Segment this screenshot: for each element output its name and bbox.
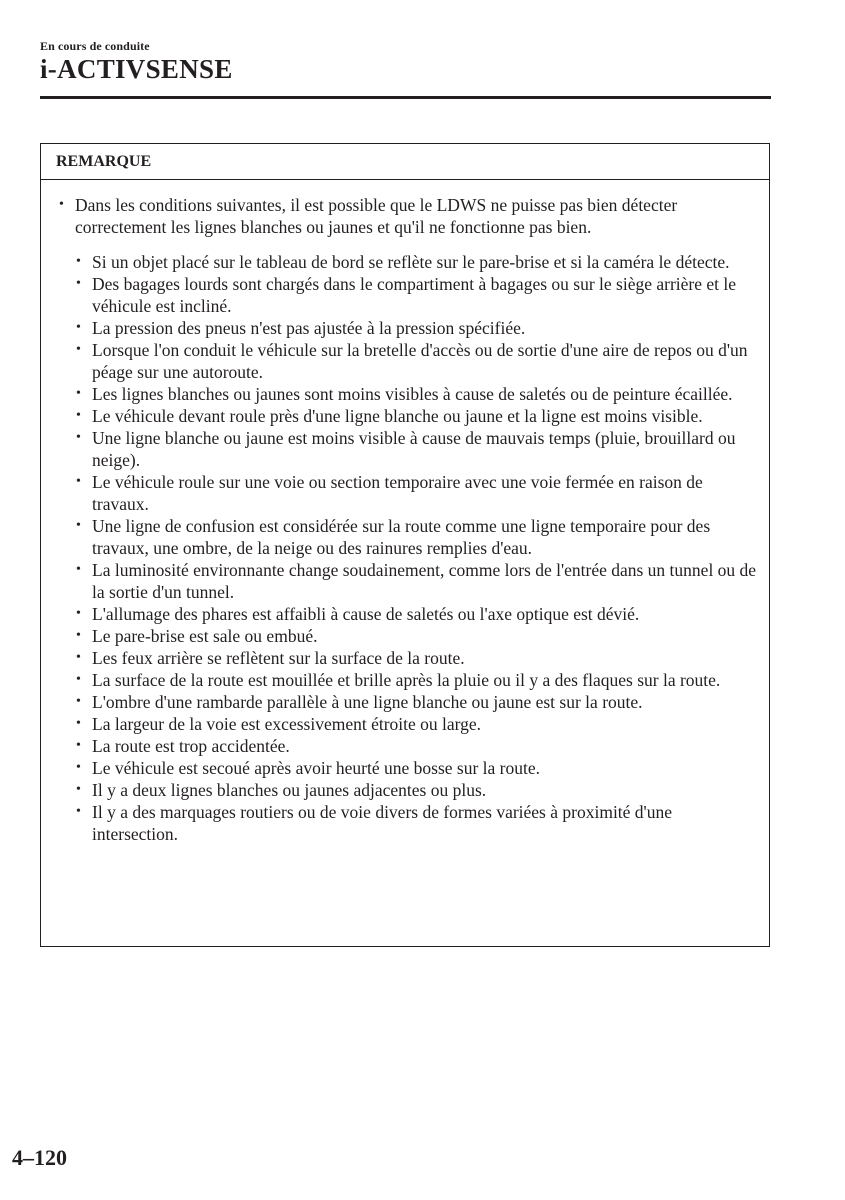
list-item [41, 691, 769, 713]
list-item-text: Une ligne de confusion est considérée sur la route comme une ligne temporaire pour des travaux, une ombre, de la neige ou des rainures remplies d'eau. [92, 516, 711, 558]
bullet-icon: • [76, 408, 81, 423]
list-item-text: La pression des pneus n'est pas ajustée à la pression spécifiée. [92, 318, 526, 338]
list-item [41, 757, 769, 779]
bullet-icon: • [76, 650, 81, 665]
bullet-icon: • [76, 628, 81, 643]
list-item-text: Il y a des marquages routiers ou de voie divers de formes variées à proximité d'une intersection. [92, 802, 672, 844]
list-item-text: La route est trop accidentée. [92, 736, 290, 756]
list-item-text: La largeur de la voie est excessivement étroite ou large. [92, 714, 482, 734]
list-item [41, 427, 769, 471]
page-title: i-ACTIVSENSE [40, 54, 233, 84]
list-item-text: Lorsque l'on conduit le véhicule sur la bretelle d'accès ou de sortie d'une aire de repos ou d'un péage sur une autoroute. [92, 340, 748, 382]
list-item [41, 273, 769, 317]
list-item [41, 779, 769, 801]
list-item-text: Le véhicule roule sur une voie ou section temporaire avec une voie fermée en raison de travaux. [92, 472, 703, 514]
bullet-icon: • [76, 430, 81, 445]
list-item [41, 625, 769, 647]
bullet-icon: • [76, 716, 81, 731]
remark-box [40, 143, 770, 947]
bullet-icon: • [76, 342, 81, 357]
bullet-icon: • [76, 474, 81, 489]
list-item [41, 471, 769, 515]
list-item-text: La luminosité environnante change soudainement, comme lors de l'entrée dans un tunnel ou de la sortie d'un tunnel. [92, 560, 757, 602]
list-item-text: Les feux arrière se reflètent sur la surface de la route. [92, 648, 465, 668]
list-item-text: Le pare-brise est sale ou embué. [92, 626, 318, 646]
bullet-icon: • [76, 694, 81, 709]
bullet-icon: • [76, 672, 81, 687]
bullet-icon: • [76, 804, 81, 819]
remark-heading: REMARQUE [41, 144, 769, 180]
section-label: En cours de conduite [40, 39, 150, 53]
list-item-text: Une ligne blanche ou jaune est moins visible à cause de mauvais temps (pluie, brouillard ou neige). [92, 428, 736, 470]
list-item [41, 801, 769, 845]
bullet-icon: • [76, 782, 81, 797]
condition-list [41, 251, 769, 845]
list-item-text: Le véhicule est secoué après avoir heurté une bosse sur la route. [92, 758, 541, 778]
bullet-icon: • [76, 386, 81, 401]
list-item [41, 647, 769, 669]
list-item [41, 339, 769, 383]
list-item-text: La surface de la route est mouillée et brille après la pluie ou il y a des flaques sur la route. [92, 670, 721, 690]
bullet-icon: • [76, 254, 81, 269]
page-number: 4–120 [12, 1145, 67, 1170]
list-item-text: Le véhicule devant roule près d'une ligne blanche ou jaune et la ligne est moins visible. [92, 406, 703, 426]
list-item-text: L'allumage des phares est affaibli à cause de saletés ou l'axe optique est dévié. [92, 604, 640, 624]
bullet-icon: • [76, 276, 81, 291]
list-item [41, 405, 769, 427]
list-item [41, 559, 769, 603]
list-item [41, 383, 769, 405]
list-item [41, 515, 769, 559]
bullet-icon: • [76, 606, 81, 621]
list-item [41, 669, 769, 691]
list-item-text: L'ombre d'une rambarde parallèle à une ligne blanche ou jaune est sur la route. [92, 692, 643, 712]
remark-intro: Dans les conditions suivantes, il est possible que le LDWS ne puisse pas bien détecter correctement les lignes blanches ou jaunes et qu'il ne fonctionne pas bien. [75, 195, 678, 237]
list-item-text: Il y a deux lignes blanches ou jaunes adjacentes ou plus. [92, 780, 487, 800]
list-item [41, 317, 769, 339]
list-item [41, 603, 769, 625]
list-item [41, 251, 769, 273]
bullet-icon: • [59, 197, 64, 212]
list-item-text: Les lignes blanches ou jaunes sont moins visibles à cause de saletés ou de peinture écaillée. [92, 384, 733, 404]
bullet-icon: • [76, 738, 81, 753]
list-item [41, 735, 769, 757]
header-rule [40, 96, 771, 99]
list-item [41, 713, 769, 735]
bullet-icon: • [76, 518, 81, 533]
bullet-icon: • [76, 320, 81, 335]
list-item-text: Des bagages lourds sont chargés dans le compartiment à bagages ou sur le siège arrière et le véhicule est incliné. [92, 274, 737, 316]
bullet-icon: • [76, 760, 81, 775]
bullet-icon: • [76, 562, 81, 577]
list-item-text: Si un objet placé sur le tableau de bord se reflète sur le pare-brise et si la caméra le détecte. [92, 252, 730, 272]
